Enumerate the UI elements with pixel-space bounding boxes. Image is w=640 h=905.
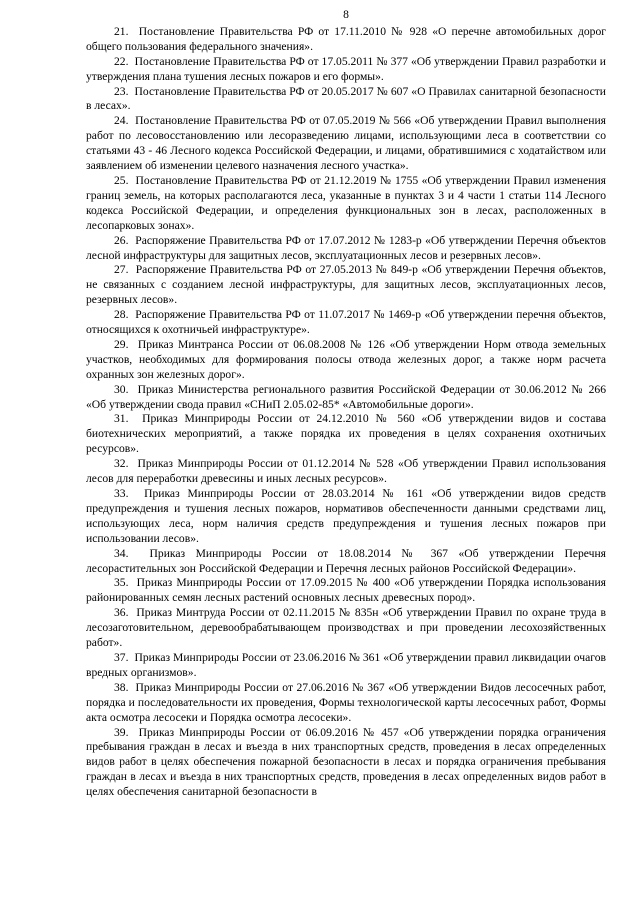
list-item: 23. Постановление Правительства РФ от 20.05.2017 № 607 «О Правилах санитарной безопасности в лесах». <box>86 84 606 113</box>
list-item: 37. Приказ Минприроды России от 23.06.2016 № 361 «Об утверждении правил ликвидации очагов вредных организмов». <box>86 650 606 679</box>
list-item: 27. Распоряжение Правительства РФ от 27.05.2013 № 849-р «Об утверждении Перечня объектов, не связанных с созданием лесной инфраструктуры, для защитных лесов, эксплуатационных лесов, резервных лесов». <box>86 263 606 307</box>
page-number: 8 <box>343 8 349 21</box>
list-item: 22. Постановление Правительства РФ от 17.05.2011 № 377 «Об утверждении Правил разработки и утверждения плана тушения лесных пожаров и его формы». <box>86 54 606 83</box>
list-item: 30. Приказ Министерства регионального развития Российской Федерации от 30.06.2012 № 266 «Об утверждении свода правил «СНиП 2.05.02-85* «Автомобильные дороги». <box>86 382 606 411</box>
list-item: 21. Постановление Правительства РФ от 17.11.2010 № 928 «О перечне автомобильных дорог общего пользования федерального значения». <box>86 24 606 53</box>
list-item: 24. Постановление Правительства РФ от 07.05.2019 № 566 «Об утверждении Правил выполнения работ по лесовосстановлению или лесоразведению лицами, использующими леса в соответствии со статьями 43 - 46 Лесного кодекса Российской Федерации, и лицами, обратившимися с ходатайством или заявлением об изменении целевого назначения лесного участка». <box>86 114 606 173</box>
list-item: 33. Приказ Минприроды России от 28.03.2014 № 161 «Об утверждении видов средств предупреждения и тушения лесных пожаров, нормативов обеспеченности данными средствами лиц, использующих леса, норм наличия средств предупреждения и тушения лесных пожаров при использовании лесов». <box>86 487 606 545</box>
legal-acts-list <box>86 25 606 800</box>
list-item: 26. Распоряжение Правительства РФ от 17.07.2012 № 1283-р «Об утверждении Перечня объектов лесной инфраструктуры для защитных лесов, эксплуатационных лесов и резервных лесов». <box>86 233 606 262</box>
list-item: 29. Приказ Минтранса России от 06.08.2008 № 126 «Об утверждении Норм отвода земельных участков, необходимых для формирования полосы отвода железных дорог, а также норм расчета охранных зон железных дорог». <box>86 337 606 381</box>
list-item: 35. Приказ Минприроды России от 17.09.2015 № 400 «Об утверждении Порядка использования районированных семян лесных растений основных лесных древесных пород». <box>86 576 606 605</box>
list-item: 25. Постановление Правительства РФ от 21.12.2019 № 1755 «Об утверждении Правил изменения границ земель, на которых располагаются леса, указанные в пунктах 3 и 4 части 1 статьи 114 Лесного кодекса Российской Федерации, и определения функциональных зон в лесах, расположенных в лесопарковых зонах». <box>86 173 606 232</box>
list-item: 32. Приказ Минприроды России от 01.12.2014 № 528 «Об утверждении Правил использования лесов для переработки древесины и иных лесных ресурсов». <box>86 457 606 486</box>
list-item: 38. Приказ Минприроды России от 27.06.2016 № 367 «Об утверждении Видов лесосечных работ, порядка и последовательности их проведения, Формы технологической карты лесосечных работ, Формы акта осмотра лесосеки и Порядка осмотра лесосеки». <box>86 680 606 724</box>
list-item: 28. Распоряжение Правительства РФ от 11.07.2017 № 1469-р «Об утверждении перечня объектов, относящихся к охотничьей инфраструктуре». <box>86 308 606 337</box>
list-item: 36. Приказ Минтруда России от 02.11.2015 № 835н «Об утверждении Правил по охране труда в лесозаготовительном, деревообрабатывающем производствах и при проведении лесохозяйственных работ». <box>86 606 606 650</box>
list-item: 31. Приказ Минприроды России от 24.12.2010 № 560 «Об утверждении видов и состава биотехнических мероприятий, а также порядка их проведения в целях сохранения охотничьих ресурсов». <box>86 412 606 456</box>
list-item: 34. Приказ Минприроды России от 18.08.2014 № 367 «Об утверждении Перечня лесорастительных зон Российской Федерации и Перечня лесных районов Российской Федерации». <box>86 546 606 575</box>
list-item: 39. Приказ Минприроды России от 06.09.2016 № 457 «Об утверждении порядка ограничения пребывания граждан в лесах и въезда в них транспортных средств, проведения в лесах определенных видов работ в целях обеспечения пожарной безопасности в лесах и порядка ограничения пребывания граждан в лесах и въезда в них транспортных средств, проведения в лесах определенных видов работ в целях обеспечения санитарной безопасности в <box>86 725 606 799</box>
